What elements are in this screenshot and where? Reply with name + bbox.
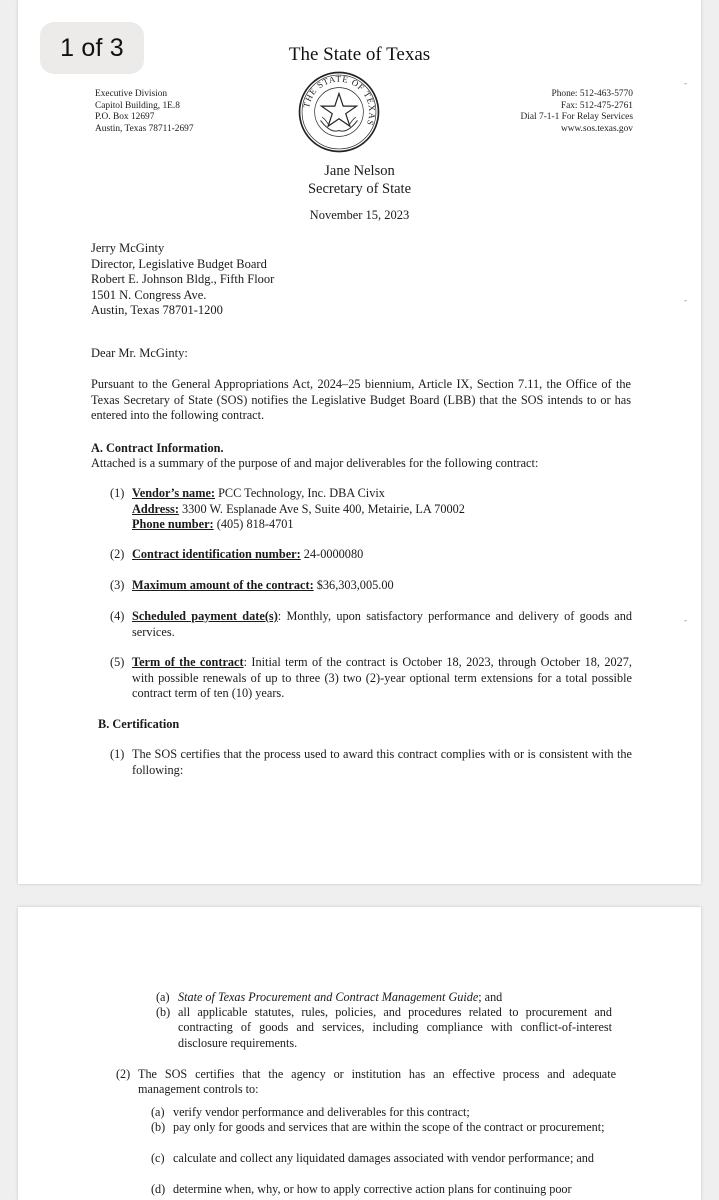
contract-item-term	[110, 655, 632, 702]
field-label: Scheduled payment date(s)	[132, 609, 278, 623]
letter-date: November 15, 2023	[309, 208, 410, 222]
document-page-1	[18, 0, 701, 884]
contact-line: Fax: 512-475-2761	[560, 100, 633, 111]
section-b-heading: B. Certification	[98, 717, 180, 731]
field-value: 3300 W. Esplanade Ave S, Suite 400, Metairie, LA 70002	[178, 501, 465, 516]
page-counter-badge: 1 of 3	[40, 22, 144, 74]
secretary-block	[18, 162, 701, 198]
recipient-line: Robert E. Johnson Bldg., Fifth Floor	[91, 272, 275, 287]
guide-title: State of Texas Procurement and Contract Management Guide	[178, 990, 479, 1004]
address-line: Executive Division	[95, 89, 168, 99]
item-text: determine when, why, or how to apply corrective action plans for continuing poor	[173, 1182, 572, 1196]
contact-line: Phone: 512-463-5770	[551, 89, 633, 99]
controls-subitem-c	[151, 1151, 616, 1166]
field-label: Maximum amount of the contract:	[132, 578, 314, 592]
item-number: (1)	[110, 747, 125, 761]
recipient-block	[91, 241, 274, 319]
section-a-intro: Attached is a summary of the purpose of and major deliverables for the following contract:	[91, 456, 539, 470]
recipient-line: Jerry McGinty	[91, 241, 165, 255]
item-number: (5)	[110, 655, 125, 669]
certification-item-2	[116, 1067, 616, 1098]
item-number: (d)	[151, 1182, 166, 1196]
item-number: (3)	[110, 578, 125, 592]
recipient-line: Director, Legislative Budget Board	[91, 256, 267, 271]
controls-subitem-a	[151, 1105, 616, 1120]
certification-subitem-a	[156, 990, 612, 1005]
certification-item-1	[110, 747, 632, 778]
edge-mark: -	[684, 615, 687, 625]
field-value: 24-0000080	[300, 547, 364, 561]
field-value: PCC Technology, Inc. DBA Civix	[215, 486, 385, 500]
item-number: (4)	[110, 609, 125, 623]
item-number: (b)	[151, 1120, 166, 1134]
address-line: Austin, Texas 78711-2697	[95, 123, 194, 134]
field-value: (405) 818-4701	[213, 517, 294, 532]
item-number: (a)	[151, 1105, 165, 1119]
field-label: Phone number:	[132, 517, 214, 532]
salutation: Dear Mr. McGinty:	[91, 346, 188, 360]
contract-item-payment	[110, 609, 632, 640]
right-contact-block	[521, 89, 633, 135]
svg-text:THE STATE OF TEXAS: THE STATE OF TEXAS	[301, 73, 378, 128]
item-number: (1)	[110, 486, 125, 500]
contact-line: Dial 7-1-1 For Relay Services	[520, 112, 633, 123]
field-value: : Monthly, upon satisfactory performance and delivery of goods and services.	[132, 609, 633, 639]
item-text: calculate and collect any liquidated damages associated with vendor performance; and	[173, 1151, 594, 1165]
controls-subitem-b	[151, 1120, 616, 1135]
recipient-line: 1501 N. Congress Ave.	[91, 287, 207, 302]
controls-subitem-d	[151, 1182, 616, 1197]
item-number: (2)	[110, 547, 125, 561]
certification-subitem-b	[156, 1005, 612, 1051]
field-label: Term of the contract	[132, 655, 244, 669]
intro-paragraph: Pursuant to the General Appropriations Act, 2024–25 biennium, Article IX, Section 7.11, the Office of the Texas Secretary of State (SOS) notifies the Legislative Budget Board (LBB) that the SOS intends to or has entered into the following contract.	[91, 377, 631, 423]
field-value: : Initial term of the contract is October 18, 2023, through October 18, 2027, with possible renewals of up to three (3) two (2)-year optional term extensions for a total possible contract term of ten (10) years.	[132, 655, 633, 701]
item-number: (c)	[151, 1151, 165, 1165]
recipient-line: Austin, Texas 78701-1200	[91, 303, 223, 318]
secretary-name: Jane Nelson	[324, 163, 395, 179]
section-a-heading: A. Contract Information.	[91, 441, 224, 455]
edge-mark: -	[684, 78, 687, 88]
field-value: $36,303,005.00	[313, 578, 394, 592]
texas-seal-icon	[297, 70, 381, 154]
contract-item-id	[110, 547, 632, 563]
item-number: (b)	[156, 1005, 171, 1019]
item-text: verify vendor performance and deliverables for this contract;	[173, 1105, 470, 1119]
address-line: P.O. Box 12697	[95, 112, 155, 123]
left-address-block	[95, 89, 194, 135]
field-label: Vendor’s name:	[132, 486, 215, 500]
item-text: The SOS certifies that the agency or institution has an effective process and adequate management controls to:	[138, 1067, 616, 1097]
item-text: pay only for goods and services that are within the scope of the contract or procurement;	[173, 1120, 605, 1134]
item-number: (a)	[156, 990, 170, 1004]
letterhead-title: The State of Texas	[288, 44, 431, 65]
item-text: The SOS certifies that the process used to award this contract complies with or is consistent with the following:	[132, 747, 632, 777]
secretary-title: Secretary of State	[307, 181, 412, 197]
item-suffix: ; and	[478, 990, 503, 1004]
edge-mark: -	[684, 295, 687, 305]
item-number: (2)	[116, 1067, 131, 1081]
contact-line: www.sos.texas.gov	[560, 123, 633, 134]
address-line: Capitol Building, 1E.8	[95, 100, 180, 111]
field-label: Contract identification number:	[132, 547, 301, 561]
contract-item-vendor	[110, 486, 632, 533]
field-label: Address:	[132, 501, 179, 516]
item-text: all applicable statutes, rules, policies, and procedures related to procurement and contracting of goods and services, including compliance with conflict-of-interest disclosure requirements.	[178, 1005, 612, 1050]
contract-item-amount	[110, 578, 632, 594]
document-page-2	[18, 907, 701, 1200]
